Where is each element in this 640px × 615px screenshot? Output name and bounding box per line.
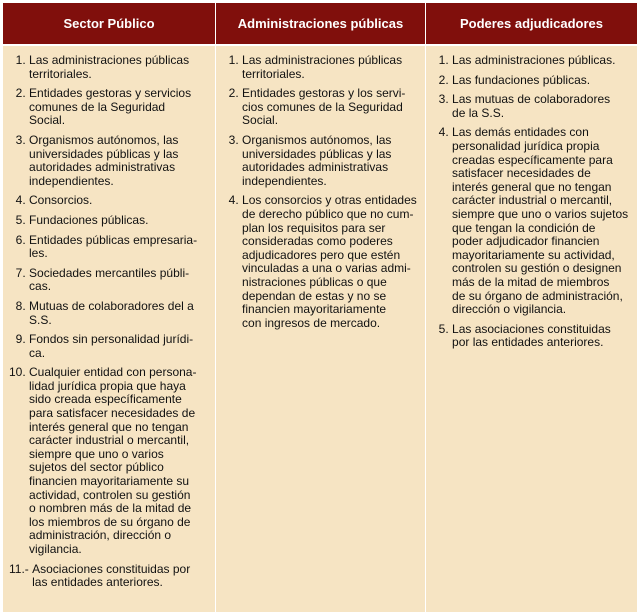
list-item [9,333,211,360]
list-item-text: Las fundaciones públicas. [452,72,591,87]
list-item [9,54,211,81]
list-item-text: Fundaciones públicas. [29,212,149,227]
list-item [222,87,421,128]
list-item [432,126,633,316]
list-item-number: 2. [9,86,30,101]
list-item-number: 4. [9,193,30,208]
list-item-number: 8. [9,298,30,313]
list-item [432,54,633,68]
list-item-number: 7. [9,265,30,280]
list-item [9,267,211,294]
list-item [9,563,211,590]
column-header: Administraciones públicas [216,3,425,44]
list-item-text: Sociedades mercantiles públi- cas. [29,265,190,294]
list-item-text: Los consorcios y otras entidades de derecho público que no cum- plan los requisitos para ser consideradas como poderes adjudicadores pero que estén vinculadas a una o varias admi- nistraciones públicas o que dependan de estas y no se financien mayoritariamente con ingresos de mercado. [242,193,417,330]
list-item-number: 1. [222,53,243,67]
list-item-text: Organismos autónomos, las universidades públicas y las autoridades administrativas independientes. [29,132,179,188]
list-item-number: 2. [222,86,243,101]
list-item [432,74,633,88]
list-item-number: 9. [9,332,30,347]
list-item-number: 3. [222,132,243,147]
column-poderes-adjudicadores [426,3,637,612]
list-item [222,134,421,188]
list-item-text: Las administraciones públicas territoriales. [29,53,190,81]
list-item [9,87,211,128]
column-administraciones-publicas [216,3,425,612]
list-item [432,323,633,350]
list-item-number: 3. [9,132,30,147]
list-item-text: Consorcios. [29,193,93,208]
list-item-number: 1. [9,53,30,67]
list-item-text: Organismos autónomos, las universidades públicas y las autoridades administrativas independientes. [242,132,392,188]
list-item-number: 4. [222,193,243,208]
list-item-text: Entidades gestoras y los servi- cios comunes de la Seguridad Social. [242,86,406,128]
list-item [9,300,211,327]
column-header: Sector Público [3,3,215,44]
column-body [426,46,637,612]
list-item-number: 2. [432,72,453,87]
list-item [222,54,421,81]
list-item [222,194,421,330]
column-sector-publico [3,3,215,612]
list-item-text: Fondos sin personalidad jurídi- ca. [29,332,194,360]
list-item-number: 6. [9,232,30,247]
list-item-number: 5. [432,321,453,336]
list-item [9,366,211,556]
list-item-number: 4. [432,125,453,140]
column-header: Poderes adjudicadores [426,3,637,44]
list-item-text: Las demás entidades con personalidad jurídica propia creadas específicamente para satisfacer necesidades de interés general que no tengan carácter industrial o mercantil, siempre que uno o varios sujetos que tengan la condición de poder adjudicador financien mayoritariamente su actividad, controlen su gestión o designen más de la mitad de miembros de su órgano de administración, dirección o vigilancia. [452,125,629,317]
list-item-text: Cualquier entidad con persona- lidad jurídica propia que haya sido creada específicamente para satisfacer necesidades de interés general que no tengan carácter industrial o mercantil, siempre que uno o varios sujetos del sector público financien mayoritariamente su actividad, controlen su gestión o nombren más de la mitad de los miembros de su órgano de administración, dirección o vigilancia. [29,365,197,556]
list-item-number: 1. [432,53,453,67]
list-item [9,234,211,261]
list-item-text: Entidades públicas empresaria- les. [29,232,198,261]
list-item-text: Asociaciones constituidas por las entidades anteriores. [32,561,191,590]
list-item-text: Las asociaciones constituidas por las entidades anteriores. [452,321,611,350]
list-item-text: Las administraciones públicas. [452,53,616,67]
list-item-number: 11.- [9,561,33,576]
list-item [9,134,211,188]
list-item [9,194,211,208]
list-item-text: Mutuas de colaboradores del a S.S. [29,298,194,327]
list-item-text: Las administraciones públicas territoriales. [242,53,403,81]
list-item [9,214,211,228]
list-item-text: Entidades gestoras y servicios comunes de la Seguridad Social. [29,86,192,128]
list-item [432,93,633,120]
list-item-text: Las mutuas de colaboradores de la S.S. [452,92,611,120]
comparison-table [3,3,637,612]
list-item-number: 5. [9,212,30,227]
column-body [3,46,215,612]
column-body [216,46,425,612]
list-item-number: 3. [432,92,453,107]
list-item-number: 10. [9,365,30,380]
